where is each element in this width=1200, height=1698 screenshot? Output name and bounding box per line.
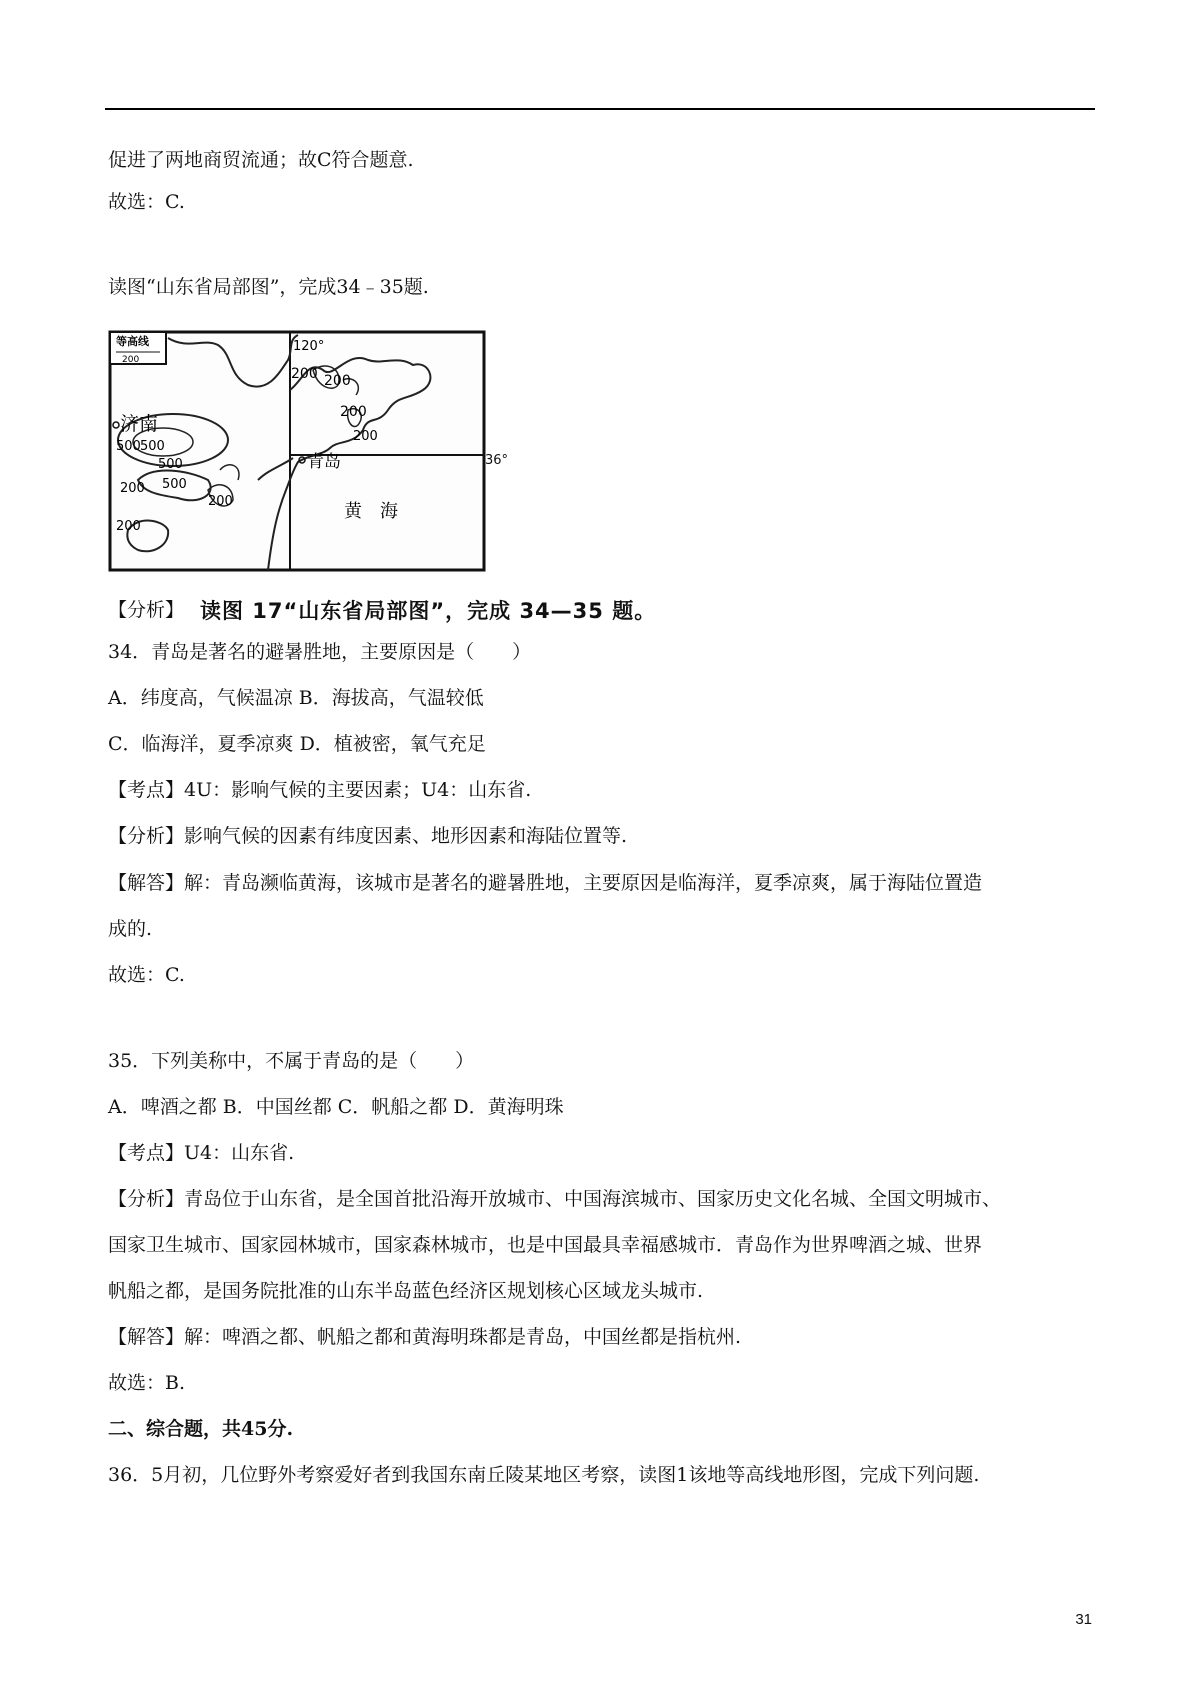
fenxi-35-cont1: 国家卫生城市、国家园林城市，国家森林城市，也是中国最具幸福感城市．青岛作为世界啤酒之城、世界 [108, 1234, 983, 1256]
question-36: 36．5月初，几位野外考察爱好者到我国东南丘陵某地区考察，读图1该地等高线地形图，完成下列问题. [108, 1464, 980, 1486]
contour-label: 200 [116, 519, 141, 534]
contour-label: 200 [340, 404, 367, 420]
analysis-label: 【分析】 [108, 599, 185, 621]
longitude-label: 120° [293, 339, 325, 354]
jieda-34-cont: 成的. [108, 918, 153, 940]
kaodian-34: 【考点】4U：影响气候的主要因素；U4：山东省. [108, 779, 532, 801]
contour-label: 500 [116, 439, 141, 454]
answer-35: 故选：B. [108, 1372, 186, 1394]
page-number: 31 [1075, 1611, 1092, 1628]
question-34: 34．青岛是著名的避暑胜地，主要原因是（ ） [108, 641, 532, 663]
header-rule [105, 108, 1095, 110]
city-qingdao: 青岛 [307, 452, 341, 472]
text-line: 读图“山东省局部图”，完成34﹣35题. [108, 276, 429, 298]
jieda-35: 【解答】解：啤酒之都、帆船之都和黄海明珠都是青岛，中国丝都是指杭州. [108, 1326, 742, 1348]
kaodian-35: 【考点】U4：山东省. [108, 1142, 295, 1164]
latitude-label: 36° [485, 453, 509, 468]
text-line: 促进了两地商贸流通；故C符合题意. [108, 149, 414, 171]
fenxi-34: 【分析】影响气候的因素有纬度因素、地形因素和海陆位置等. [108, 825, 628, 847]
analysis-scan-text: 读图 17“山东省局部图”，完成 34—35 题。 [200, 599, 657, 623]
jieda-34: 【解答】解：青岛濒临黄海，该城市是著名的避暑胜地，主要原因是临海洋，夏季凉爽，属于海陆位置造 [108, 872, 983, 894]
contour-label: 200 [120, 481, 145, 496]
options-34-cd: C．临海洋，夏季凉爽 D．植被密，氧气充足 [108, 733, 486, 755]
section-heading: 二、综合题，共45分. [108, 1418, 294, 1440]
contour-label: 500 [162, 477, 187, 492]
shandong-map-figure [108, 330, 486, 574]
contour-label: 200 [291, 366, 318, 382]
fenxi-35: 【分析】青岛位于山东省，是全国首批沿海开放城市、中国海滨城市、国家历史文化名城、全国文明城市、 [108, 1188, 1002, 1210]
contour-label: 200 [353, 429, 378, 444]
fenxi-35-cont2: 帆船之都，是国务院批准的山东半岛蓝色经济区规划核心区域龙头城市. [108, 1280, 704, 1302]
legend-title: 等高线 [116, 335, 149, 348]
question-35: 35．下列美称中，不属于青岛的是（ ） [108, 1050, 475, 1072]
contour-label: 500 [140, 439, 165, 454]
text-line: 故选：C. [108, 191, 185, 213]
city-jinan: 济南 [120, 413, 159, 435]
legend-value: 200 [122, 355, 140, 365]
options-34-ab: A．纬度高，气候温凉 B．海拔高，气温较低 [108, 687, 484, 709]
contour-label: 500 [158, 457, 183, 472]
options-35: A．啤酒之都 B．中国丝都 C．帆船之都 D．黄海明珠 [108, 1096, 564, 1118]
contour-label: 200 [208, 494, 233, 509]
answer-34: 故选：C. [108, 964, 185, 986]
contour-label: 200 [324, 373, 351, 389]
sea-label: 黄 海 [344, 501, 398, 522]
